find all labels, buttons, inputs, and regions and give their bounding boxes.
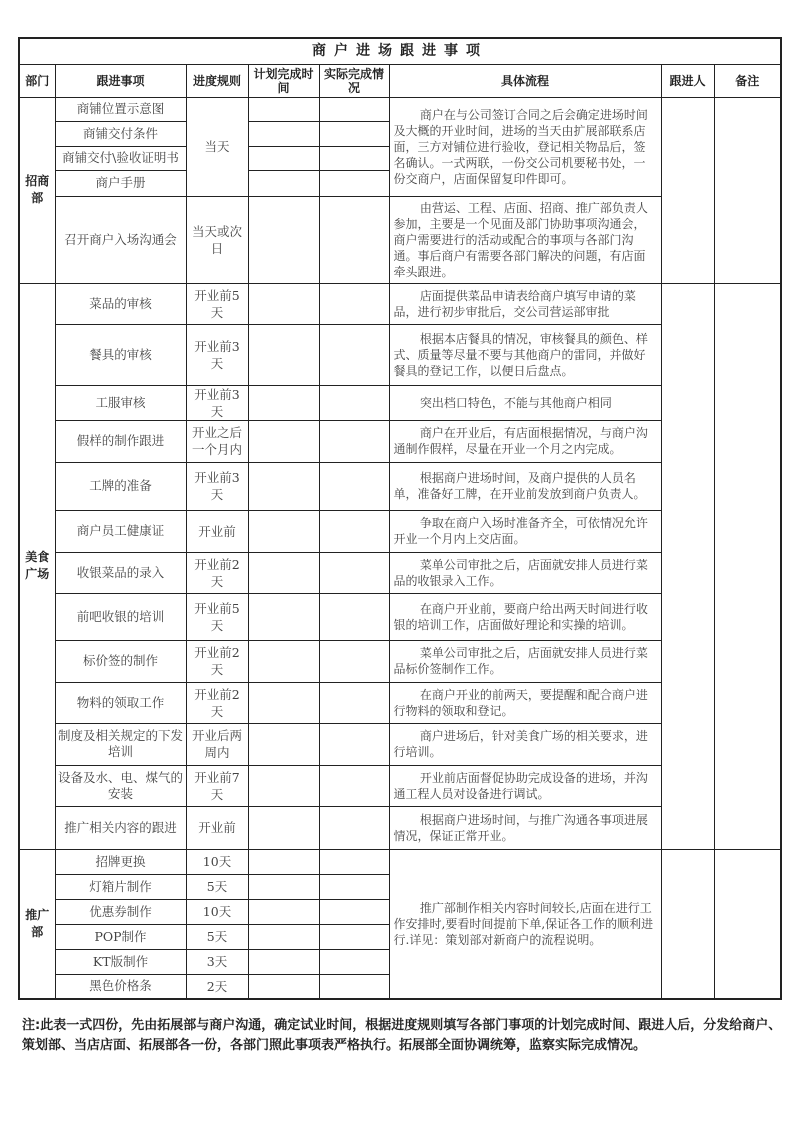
item-cell: 推广相关内容的跟进 <box>55 806 186 849</box>
actual-cell[interactable] <box>319 196 389 283</box>
flow-cell: 根据商户进场时间，与推广沟通各事项进展情况，保证正常开业。 <box>389 806 661 849</box>
table-row <box>19 97 781 121</box>
flow-cell: 商户在开业后，有店面根据情况，与商户沟通制作假样，尽量在开业一个月之内完成。 <box>389 420 661 462</box>
owner-cell[interactable] <box>661 283 714 849</box>
actual-cell[interactable] <box>319 765 389 806</box>
flow-cell: 店面提供菜品申请表给商户填写申请的菜品，进行初步审批后，交公司营运部审批 <box>389 283 661 324</box>
item-cell: POP制作 <box>55 924 186 949</box>
rule-cell: 10天 <box>186 899 248 924</box>
item-cell: 标价签的制作 <box>55 640 186 682</box>
plan-cell[interactable] <box>248 385 319 420</box>
actual-cell[interactable] <box>319 849 389 874</box>
header-plan: 计划完成时间 <box>248 64 319 97</box>
plan-cell[interactable] <box>248 510 319 552</box>
plan-cell[interactable] <box>248 723 319 765</box>
flow-cell: 商户在与公司签订合同之后会确定进场时间及大概的开业时间，进场的当天由扩展部联系店面，三方对铺位进行验收，登记相关物品后，签名确认。一式两联，一份交公司机要秘书处，一份交商户，店面保留复印件即可。 <box>389 97 661 196</box>
dept-cell: 美食广场 <box>19 283 55 849</box>
header-dept: 部门 <box>19 64 55 97</box>
rule-cell: 10天 <box>186 849 248 874</box>
header-rule: 进度规则 <box>186 64 248 97</box>
plan-cell[interactable] <box>248 899 319 924</box>
item-cell: 灯箱片制作 <box>55 874 186 899</box>
actual-cell[interactable] <box>319 121 389 146</box>
rule-cell: 开业前 <box>186 510 248 552</box>
actual-cell[interactable] <box>319 170 389 196</box>
header-flow: 具体流程 <box>389 64 661 97</box>
item-cell: 前吧收银的培训 <box>55 593 186 640</box>
actual-cell[interactable] <box>319 462 389 510</box>
actual-cell[interactable] <box>319 283 389 324</box>
table-row <box>19 283 781 324</box>
flow-cell: 推广部制作相关内容时间较长,店面在进行工作安排时,要看时间提前下单,保证各工作的顺利进行.详见：策划部对新商户的流程说明。 <box>389 849 661 999</box>
item-cell: 工牌的准备 <box>55 462 186 510</box>
plan-cell[interactable] <box>248 420 319 462</box>
plan-cell[interactable] <box>248 874 319 899</box>
plan-cell[interactable] <box>248 924 319 949</box>
rule-cell: 开业前2天 <box>186 640 248 682</box>
flow-cell: 根据本店餐具的情况，审核餐具的颜色、样式、质量等尽量不要与其他商户的雷同，并做好餐具的登记工作，以便日后盘点。 <box>389 324 661 385</box>
plan-cell[interactable] <box>248 806 319 849</box>
item-cell: 物料的领取工作 <box>55 682 186 723</box>
item-cell: 招牌更换 <box>55 849 186 874</box>
header-actual: 实际完成情况 <box>319 64 389 97</box>
plan-cell[interactable] <box>248 462 319 510</box>
plan-cell[interactable] <box>248 593 319 640</box>
item-cell: 商铺交付\验收证明书 <box>55 146 186 170</box>
flow-cell: 根据商户进场时间，及商户提供的人员名单，准备好工牌，在开业前发放到商户负责人。 <box>389 462 661 510</box>
flow-cell: 争取在商户入场时准备齐全，可依情况允许开业一个月内上交店面。 <box>389 510 661 552</box>
item-cell: 商铺交付条件 <box>55 121 186 146</box>
plan-cell[interactable] <box>248 682 319 723</box>
owner-cell[interactable] <box>661 849 714 999</box>
item-cell: 商户手册 <box>55 170 186 196</box>
plan-cell[interactable] <box>248 196 319 283</box>
rule-cell: 开业前3天 <box>186 462 248 510</box>
actual-cell[interactable] <box>319 385 389 420</box>
rule-cell: 开业前5天 <box>186 593 248 640</box>
header-remark: 备注 <box>714 64 781 97</box>
flow-cell: 菜单公司审批之后，店面就安排人员进行菜品的收银录入工作。 <box>389 552 661 593</box>
rule-cell: 5天 <box>186 924 248 949</box>
header-owner: 跟进人 <box>661 64 714 97</box>
item-cell: 菜品的审核 <box>55 283 186 324</box>
actual-cell[interactable] <box>319 593 389 640</box>
item-cell: 黑色价格条 <box>55 974 186 999</box>
remark-cell[interactable] <box>714 849 781 999</box>
footnote: 注:此表一式四份，先由拓展部与商户沟通，确定试业时间，根据进度规则填写各部门事项的计划完成时间、跟进人后，分发给商户、策划部、当店店面、拓展部各一份，各部门照此事项表严格执行。拓展部全面协调统筹，监察实际完成情况。 <box>22 1018 782 1053</box>
plan-cell[interactable] <box>248 324 319 385</box>
remark-cell[interactable] <box>714 97 781 283</box>
item-cell: 商户员工健康证 <box>55 510 186 552</box>
flow-cell: 商户进场后，针对美食广场的相关要求，进行培训。 <box>389 723 661 765</box>
plan-cell[interactable] <box>248 974 319 999</box>
rule-cell: 3天 <box>186 949 248 974</box>
flow-cell: 突出档口特色，不能与其他商户相同 <box>389 385 661 420</box>
dept-cell: 招商部 <box>19 97 55 283</box>
rule-cell: 开业前3天 <box>186 324 248 385</box>
rule-cell: 当天 <box>186 97 248 196</box>
rule-cell: 开业前2天 <box>186 552 248 593</box>
item-cell: KT版制作 <box>55 949 186 974</box>
item-cell: 设备及水、电、煤气的安装 <box>55 765 186 806</box>
actual-cell[interactable] <box>319 949 389 974</box>
actual-cell[interactable] <box>319 97 389 121</box>
flow-cell: 在商户开业前，要商户给出两天时间进行收银的培训工作，店面做好理论和实操的培训。 <box>389 593 661 640</box>
plan-cell[interactable] <box>248 640 319 682</box>
plan-cell[interactable] <box>248 146 319 170</box>
rule-cell: 开业前2天 <box>186 682 248 723</box>
actual-cell[interactable] <box>319 806 389 849</box>
flow-cell: 菜单公司审批之后，店面就安排人员进行菜品标价签制作工作。 <box>389 640 661 682</box>
actual-cell[interactable] <box>319 420 389 462</box>
rule-cell: 5天 <box>186 874 248 899</box>
actual-cell[interactable] <box>319 723 389 765</box>
actual-cell[interactable] <box>319 552 389 593</box>
actual-cell[interactable] <box>319 510 389 552</box>
item-cell: 收银菜品的录入 <box>55 552 186 593</box>
actual-cell[interactable] <box>319 640 389 682</box>
plan-cell[interactable] <box>248 949 319 974</box>
actual-cell[interactable] <box>319 899 389 924</box>
dept-cell: 推广部 <box>19 849 55 999</box>
item-cell: 优惠券制作 <box>55 899 186 924</box>
header-item: 跟进事项 <box>55 64 186 97</box>
rule-cell: 开业后两周内 <box>186 723 248 765</box>
rule-cell: 开业之后一个月内 <box>186 420 248 462</box>
rule-cell: 开业前5天 <box>186 283 248 324</box>
plan-cell[interactable] <box>248 849 319 874</box>
item-cell: 制度及相关规定的下发培训 <box>55 723 186 765</box>
plan-cell[interactable] <box>248 97 319 121</box>
owner-cell[interactable] <box>661 97 714 283</box>
flow-cell: 开业前店面督促协助完成设备的进场，并沟通工程人员对设备进行调试。 <box>389 765 661 806</box>
actual-cell[interactable] <box>319 974 389 999</box>
table-row <box>19 849 781 874</box>
flow-cell: 由营运、工程、店面、招商、推广部负责人参加，主要是一个见面及部门协助事项沟通会，商户需要进行的活动或配合的事项与各部门沟通。事后商户有需要各部门解决的问题，有店面牵头跟进。 <box>389 196 661 283</box>
item-cell: 商铺位置示意图 <box>55 97 186 121</box>
rule-cell: 当天或次日 <box>186 196 248 283</box>
plan-cell[interactable] <box>248 283 319 324</box>
rule-cell: 开业前3天 <box>186 385 248 420</box>
actual-cell[interactable] <box>319 324 389 385</box>
follow-up-sheet <box>18 37 780 1000</box>
flow-cell: 在商户开业的前两天，要提醒和配合商户进行物料的领取和登记。 <box>389 682 661 723</box>
rule-cell: 开业前 <box>186 806 248 849</box>
item-cell: 餐具的审核 <box>55 324 186 385</box>
plan-cell[interactable] <box>248 765 319 806</box>
remark-cell[interactable] <box>714 283 781 849</box>
actual-cell[interactable] <box>319 146 389 170</box>
item-cell: 召开商户入场沟通会 <box>55 196 186 283</box>
plan-cell[interactable] <box>248 121 319 146</box>
plan-cell[interactable] <box>248 170 319 196</box>
actual-cell[interactable] <box>319 682 389 723</box>
item-cell: 假样的制作跟进 <box>55 420 186 462</box>
follow-up-table <box>18 37 782 1000</box>
actual-cell[interactable] <box>319 924 389 949</box>
rule-cell: 2天 <box>186 974 248 999</box>
rule-cell: 开业前7天 <box>186 765 248 806</box>
sheet-title: 商户进场跟进事项 <box>19 38 781 64</box>
plan-cell[interactable] <box>248 552 319 593</box>
item-cell: 工服审核 <box>55 385 186 420</box>
actual-cell[interactable] <box>319 874 389 899</box>
